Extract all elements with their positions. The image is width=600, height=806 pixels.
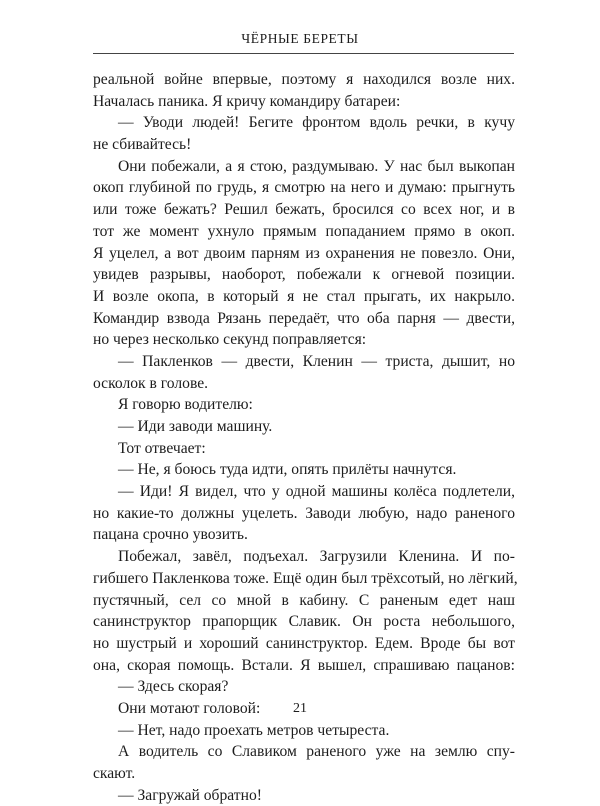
text-line: Командир взвода Рязань передаёт, что оба парня — двести, [93,309,515,327]
text-line: Они побежали, а я стою, раздумываю. У нас был выкопан [118,157,515,175]
text-line: но какие-то должны уцелеть. Заводи любую, надо раненого [93,504,515,522]
text-line: или тоже бежать? Решил бежать, бросился со всех ног, и в [93,201,515,219]
text-line: но шустрый и хороший санинструктор. Едем. Вроде бы вот [93,634,515,652]
text-line: А водитель со Славиком раненого уже на землю спу- [118,743,515,761]
text-line: не сбивайтесь! [93,136,192,154]
text-line: но через несколько секунд поправляется: [93,331,367,349]
text-line: пустячный, сел со мной в кабину. С раненым едет наш [93,591,515,609]
text-line: — Не, я боюсь туда идти, опять прилёты начнутся. [118,461,457,479]
text-line: она, скорая помощь. Встали. Я вышел, спрашиваю пацанов: [93,656,515,674]
text-line: — Иди! Я видел, что у одной машины колёса подлетели, [118,483,515,501]
text-line: осколок в голове. [93,374,209,392]
text-line: Я говорю водителю: [118,396,253,414]
text-line: санинструктор прапорщик Славик. Он роста небольшого, [93,613,515,631]
running-header-title: ЧЁРНЫЕ БЕРЕТЫ [241,31,359,46]
text-line: Побежал, завёл, подъехал. Загрузили Кленина. И по- [118,548,515,566]
text-line: окоп глубиной по грудь, я смотрю на него и думаю: прыгнуть [93,179,515,197]
text-line: Тот отвечает: [118,439,206,457]
text-line: Началась паника. Я кричу командиру батареи: [93,92,401,110]
text-line: — Иди заводи машину. [118,418,273,435]
text-line: тот же момент ухнуло прямым попаданием прямо в окоп. [93,222,515,240]
text-line: пацана срочно увозить. [93,526,248,544]
page-number: 21 [293,701,307,716]
text-line: — Уводи людей! Бегите фронтом вдоль речки, в кучу [118,114,515,132]
text-line: Они мотают головой: [118,699,261,717]
text-line: гибшего Пакленкова тоже. Ещё один был трёхсотый, но лёгкий, [93,569,518,587]
text-line: — Загружай обратно! [118,786,262,804]
body-text [93,69,518,806]
text-line: — Нет, надо проехать метров четыреста. [118,721,390,739]
text-line: И возле окопа, в который я не стал прыгать, их накрыло. [93,287,515,305]
text-line: — Здесь скорая? [118,678,229,696]
text-line: увидев разрывы, наоборот, побежали к огневой позиции. [93,266,515,284]
header-rule [93,53,514,54]
text-line: скают. [93,765,136,782]
text-line: Я уцелел, а вот двоим парням из охранения не повезло. Они, [93,244,515,262]
text-line: реальной войне впервые, поэтому я находился возле них. [93,71,515,88]
text-line: — Пакленков — двести, Кленин — триста, дышит, но [118,352,515,370]
